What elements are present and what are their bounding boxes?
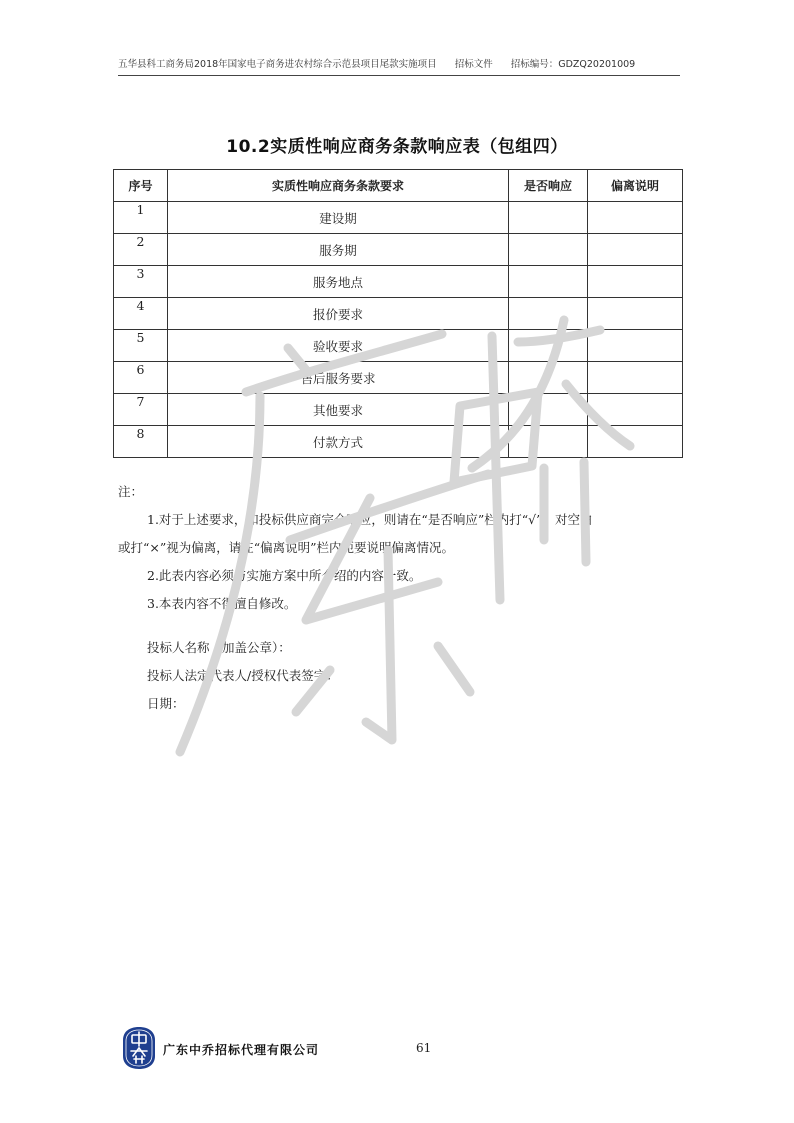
page-number: 61 bbox=[416, 1041, 432, 1055]
row-number: 1 bbox=[114, 202, 168, 234]
note-3: 3.本表内容不得擅自修改。 bbox=[147, 596, 297, 611]
table-row bbox=[114, 426, 683, 458]
row-number: 6 bbox=[114, 362, 168, 394]
row-item: 服务期 bbox=[168, 234, 509, 266]
response-cell[interactable] bbox=[509, 266, 588, 298]
date-line: 日期： bbox=[147, 696, 185, 711]
row-number: 4 bbox=[114, 298, 168, 330]
row-number: 7 bbox=[114, 394, 168, 426]
response-table bbox=[113, 169, 683, 458]
page-title: 10.2实质性响应商务条款响应表（包组四） bbox=[226, 137, 568, 157]
signature-section bbox=[147, 634, 339, 718]
col-header-deviation: 偏离说明 bbox=[588, 170, 683, 202]
deviation-cell[interactable] bbox=[588, 298, 683, 330]
note-1-line-2: 或打“×”视为偏离，请在“偏离说明”栏内扼要说明偏离情况。 bbox=[118, 540, 455, 555]
row-item: 其他要求 bbox=[168, 394, 509, 426]
col-header-no: 序号 bbox=[114, 170, 168, 202]
response-cell[interactable] bbox=[509, 362, 588, 394]
note-2: 2.此表内容必须与实施方案中所介绍的内容一致。 bbox=[147, 568, 422, 583]
table-row bbox=[114, 234, 683, 266]
company-logo-icon bbox=[122, 1026, 156, 1070]
table-row bbox=[114, 330, 683, 362]
header-doc-type: 招标文件 bbox=[454, 59, 493, 70]
deviation-cell[interactable] bbox=[588, 362, 683, 394]
row-number: 5 bbox=[114, 330, 168, 362]
row-item: 售后服务要求 bbox=[168, 362, 509, 394]
response-cell[interactable] bbox=[509, 298, 588, 330]
note-1-line-1: 1.对于上述要求，如投标供应商完全响应，则请在“是否响应”栏内打“√”，对空白 bbox=[147, 512, 593, 527]
table-row bbox=[114, 266, 683, 298]
table-row bbox=[114, 202, 683, 234]
deviation-cell[interactable] bbox=[588, 394, 683, 426]
footer-company-name: 广东中乔招标代理有限公司 bbox=[163, 1043, 320, 1057]
notes-section bbox=[118, 478, 680, 618]
response-cell[interactable] bbox=[509, 394, 588, 426]
row-item: 报价要求 bbox=[168, 298, 509, 330]
bidder-name-line: 投标人名称（加盖公章）： bbox=[147, 640, 291, 655]
table-row bbox=[114, 362, 683, 394]
row-item: 建设期 bbox=[168, 202, 509, 234]
row-number: 3 bbox=[114, 266, 168, 298]
deviation-cell[interactable] bbox=[588, 202, 683, 234]
notes-label: 注： bbox=[118, 484, 144, 499]
deviation-cell[interactable] bbox=[588, 234, 683, 266]
row-item: 付款方式 bbox=[168, 426, 509, 458]
page-header bbox=[118, 56, 678, 70]
deviation-cell[interactable] bbox=[588, 330, 683, 362]
col-header-response: 是否响应 bbox=[509, 170, 588, 202]
response-cell[interactable] bbox=[509, 426, 588, 458]
row-item: 验收要求 bbox=[168, 330, 509, 362]
row-item: 服务地点 bbox=[168, 266, 509, 298]
table-row bbox=[114, 298, 683, 330]
row-number: 2 bbox=[114, 234, 168, 266]
row-number: 8 bbox=[114, 426, 168, 458]
deviation-cell[interactable] bbox=[588, 266, 683, 298]
response-cell[interactable] bbox=[509, 234, 588, 266]
representative-line: 投标人法定代表人/授权代表签字： bbox=[147, 668, 339, 683]
header-project: 五华县科工商务局2018年国家电子商务进农村综合示范县项目尾款实施项目 bbox=[118, 59, 437, 70]
table-header-row bbox=[114, 170, 683, 202]
col-header-item: 实质性响应商务条款要求 bbox=[168, 170, 509, 202]
response-cell[interactable] bbox=[509, 330, 588, 362]
deviation-cell[interactable] bbox=[588, 426, 683, 458]
table-row bbox=[114, 394, 683, 426]
response-cell[interactable] bbox=[509, 202, 588, 234]
header-rule bbox=[118, 75, 680, 76]
header-doc-no: 招标编号：GDZQ20201009 bbox=[510, 59, 636, 70]
